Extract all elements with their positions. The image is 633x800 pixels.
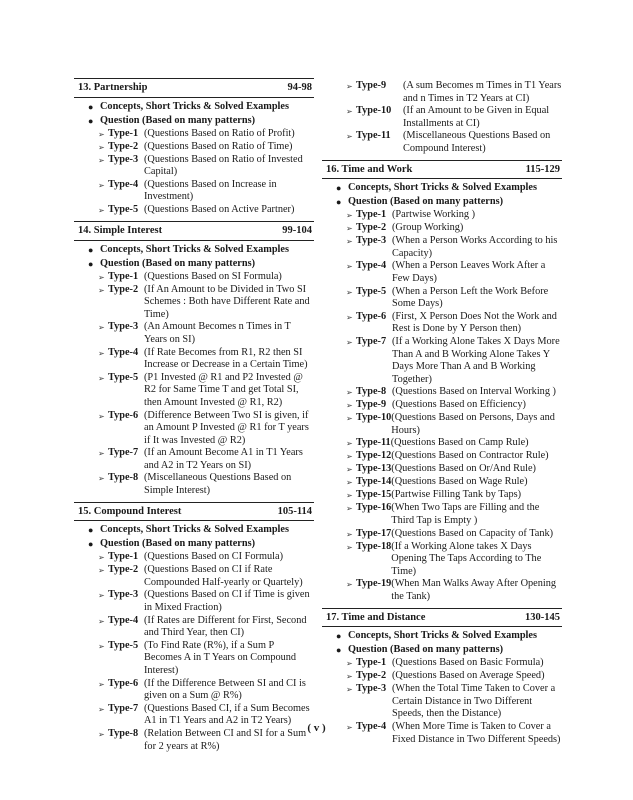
arrow-icon: ➢ xyxy=(98,411,105,421)
arrow-icon: ➢ xyxy=(346,287,353,297)
type-item: ➢ Type-18 (If a Working Alone takes X Days Opening The Taps According to The Time) xyxy=(346,540,542,577)
type-item: ➢ Type-1 (Questions Based on SI Formula) xyxy=(98,270,282,282)
arrow-icon: ➢ xyxy=(346,312,353,322)
type-item: ➢ Type-11 (Questions Based on Camp Rule) xyxy=(346,437,529,449)
type-item: ➢ Type-14 (Questions Based on Wage Rule) xyxy=(346,476,528,488)
type-item: ➢ Type-19 (When Man Walks Away After Opening the Tank) xyxy=(346,578,557,603)
arrow-icon: ➢ xyxy=(346,504,353,514)
type-item: ➢ Type-3 (Questions Based on Ratio of Invested Capital) xyxy=(98,153,303,178)
arrow-icon: ➢ xyxy=(346,414,353,424)
type-item: ➢ Type-2 (Questions Based on Average Speed) xyxy=(346,670,545,682)
arrow-icon: ➢ xyxy=(346,491,353,501)
arrow-icon: ➢ xyxy=(98,641,105,651)
arrow-icon: ➢ xyxy=(98,704,105,714)
arrow-icon: ➢ xyxy=(98,616,105,626)
arrow-icon: ➢ xyxy=(346,672,353,682)
type-item: ➢ Type-1 (Questions Based on Basic Formula) xyxy=(346,657,544,669)
arrow-icon: ➢ xyxy=(346,337,353,347)
arrow-icon: ➢ xyxy=(346,224,353,234)
arrow-icon: ➢ xyxy=(98,566,105,576)
type-item: ➢ Type-10 (Questions Based on Persons, Days and Hours) xyxy=(346,412,555,436)
arrow-icon: ➢ xyxy=(98,348,105,358)
type-item: ➢ Type-4 (When More Time is Taken to Cover a Fixed Distance in Two Different Speeds) xyxy=(346,721,561,745)
bullet-item: ● Question (Based on many patterns) xyxy=(88,538,256,550)
type-item: ➢ Type-10 (If an Amount to be Given in Equal Installments at CI) xyxy=(346,105,550,129)
bullet-item: ● Question (Based on many patterns) xyxy=(336,196,504,208)
type-item: ➢ Type-4 (If Rate Becomes from R1, R2 then SI Increase or Decrease in a Certain Time) xyxy=(98,346,308,371)
arrow-icon: ➢ xyxy=(98,155,105,165)
bullet-icon: ● xyxy=(88,101,94,112)
type-item: ➢ Type-8 (Miscellaneous Questions Based on Simple Interest) xyxy=(98,472,292,497)
bullet-icon: ● xyxy=(88,525,94,536)
type-item: ➢ Type-8 (Relation Between CI and SI for a Sum for 2 years at R%) xyxy=(98,727,307,752)
type-item: ➢ Type-3 (Questions Based on CI if Time is given in Mixed Fraction) xyxy=(98,589,310,614)
arrow-icon: ➢ xyxy=(346,723,353,732)
type-item: ➢ Type-17 (Questions Based on Capacity of Tank) xyxy=(346,527,554,539)
arrow-icon: ➢ xyxy=(98,180,105,190)
type-item: ➢ Type-15 (Partwise Filling Tank by Taps) xyxy=(346,489,522,501)
arrow-icon: ➢ xyxy=(98,729,105,739)
arrow-icon: ➢ xyxy=(346,478,353,488)
arrow-icon: ➢ xyxy=(98,272,105,282)
section-compound-interest xyxy=(74,502,314,754)
bullet-icon: ● xyxy=(88,539,94,550)
arrow-icon: ➢ xyxy=(98,679,105,689)
bullet-item: ● Concepts, Short Tricks & Solved Examples xyxy=(336,182,537,194)
section-header xyxy=(74,78,314,98)
type-item: ➢ Type-2 (If An Amount to be Divided in Two SI Schemes : Both have Different Rate and Time) xyxy=(98,283,310,320)
type-item: ➢ Type-3 (When the Total Time Taken to Cover a Certain Distance in Two Different Speeds, then the Distance) xyxy=(346,683,556,720)
type-item: ➢ Type-16 (When Two Taps are Filling and the Third Tap is Empty ) xyxy=(346,502,540,527)
section-header xyxy=(74,221,314,241)
bullet-item: ● Concepts, Short Tricks & Solved Examples xyxy=(88,243,289,255)
arrow-icon: ➢ xyxy=(346,580,353,590)
type-item: ➢ Type-5 (To Find Rate (R%), if a Sum P Becomes A in T Years on Compound Interest) xyxy=(98,639,297,676)
page-number: ( v ) xyxy=(307,722,326,734)
section-compound-interest-continued xyxy=(322,80,562,156)
arrow-icon: ➢ xyxy=(346,82,353,91)
type-item: ➢ Type-5 (Questions Based on Active Partner) xyxy=(98,203,295,215)
arrow-icon: ➢ xyxy=(98,591,105,601)
arrow-icon: ➢ xyxy=(346,237,353,247)
arrow-icon: ➢ xyxy=(346,452,353,462)
type-item: ➢ Type-2 (Questions Based on CI if Rate Compounded Half-yearly or Quartely) xyxy=(98,564,303,588)
arrow-icon: ➢ xyxy=(346,659,353,669)
arrow-icon: ➢ xyxy=(346,401,353,411)
section-header xyxy=(74,502,314,522)
type-item: ➢ Type-13 (Questions Based on Or/And Rule) xyxy=(346,463,536,475)
type-item: ➢ Type-1 (Partwise Working ) xyxy=(346,209,476,221)
type-item: ➢ Type-8 (Questions Based on Interval Working ) xyxy=(346,386,556,398)
type-item: ➢ Type-12 (Questions Based on Contractor Rule) xyxy=(346,450,549,462)
bullet-item: ● Question (Based on many patterns) xyxy=(88,257,256,269)
type-item: ➢ Type-9 (A sum Becomes m Times in T1 Years and n Times in T2 Years at CI) xyxy=(346,80,562,104)
section-title: 13. Partnership xyxy=(78,82,148,93)
bullet-icon: ● xyxy=(88,115,94,126)
arrow-icon: ➢ xyxy=(98,373,105,383)
type-item: ➢ Type-3 (An Amount Becomes n Times in T Years on SI) xyxy=(98,321,291,345)
bullet-icon: ● xyxy=(336,197,342,208)
arrow-icon: ➢ xyxy=(98,323,105,333)
section-partnership xyxy=(74,78,314,217)
type-item: ➢ Type-4 (When a Person Leaves Work After a Few Days) xyxy=(346,260,546,284)
type-item: ➢ Type-7 (Questions Based CI, if a Sum Becomes A1 in T1 Years and A2 in T2 Years) xyxy=(98,702,310,727)
section-time-and-work xyxy=(322,160,562,604)
arrow-icon: ➢ xyxy=(98,474,105,484)
bullet-item: ● Question (Based on many patterns) xyxy=(336,644,504,656)
type-item: ➢ Type-1 (Questions Based on CI Formula) xyxy=(98,551,283,563)
bullet-item: ● Concepts, Short Tricks & Solved Examples xyxy=(336,630,537,642)
section-pages: 94-98 xyxy=(287,82,312,93)
section-pages: 99-104 xyxy=(282,224,312,236)
arrow-icon: ➢ xyxy=(98,449,105,459)
arrow-icon: ➢ xyxy=(346,107,353,117)
type-item: ➢ Type-5 (When a Person Left the Work Before Some Days) xyxy=(346,285,549,310)
section-pages: 105-114 xyxy=(277,505,312,517)
type-item: ➢ Type-1 (Questions Based on Ratio of Profit) xyxy=(98,127,295,139)
bullet-icon: ● xyxy=(88,244,94,255)
type-item: ➢ Type-2 (Questions Based on Ratio of Time) xyxy=(98,140,293,152)
section-pages: 115-129 xyxy=(525,163,560,175)
bullet-icon: ● xyxy=(336,645,342,656)
section-title: 14. Simple Interest xyxy=(78,224,163,236)
bullet-item: ● Question (Based on many patterns) xyxy=(88,114,256,126)
type-item: ➢ Type-2 (Group Working) xyxy=(346,222,464,234)
arrow-icon: ➢ xyxy=(98,205,105,215)
type-item: ➢ Type-9 (Questions Based on Efficiency) xyxy=(346,399,526,411)
arrow-icon: ➢ xyxy=(346,388,353,398)
section-simple-interest xyxy=(74,221,314,498)
type-item: ➢ Type-5 (P1 Invested @ R1 and P2 Invested @ R2 for Same Time T and get Total SI, then Amount Invested @ R1, R2) xyxy=(98,371,303,408)
type-item: ➢ Type-11 (Miscellaneous Questions Based on Compound Interest) xyxy=(346,130,551,154)
section-pages: 130-145 xyxy=(525,611,560,623)
section-title: 15. Compound Interest xyxy=(78,505,182,517)
bullet-icon: ● xyxy=(336,631,342,642)
arrow-icon: ➢ xyxy=(346,465,353,475)
arrow-icon: ➢ xyxy=(346,211,353,221)
type-item: ➢ Type-4 (Questions Based on Increase in Investment) xyxy=(98,178,277,203)
type-item: ➢ Type-7 (If a Working Alone Takes X Days More Than A and B Working Alone Takes Y Days More Than A and B Working Together) xyxy=(346,335,560,385)
bullet-icon: ● xyxy=(88,258,94,269)
bullet-item: ● Concepts, Short Tricks & Solved Examples xyxy=(88,524,289,536)
arrow-icon: ➢ xyxy=(346,529,353,539)
arrow-icon: ➢ xyxy=(346,132,353,142)
arrow-icon: ➢ xyxy=(98,553,105,563)
arrow-icon: ➢ xyxy=(346,542,353,552)
type-item: ➢ Type-6 (If the Difference Between SI and CI is given on a Sum @ R%) xyxy=(98,677,306,702)
arrow-icon: ➢ xyxy=(346,262,353,272)
type-item: ➢ Type-6 (First, X Person Does Not the Work and Rest is Done by Y Person then) xyxy=(346,310,557,335)
section-title: 16. Time and Work xyxy=(326,163,413,175)
bullet-item: ● Concepts, Short Tricks & Solved Examples xyxy=(88,100,289,112)
right-column xyxy=(322,80,562,750)
type-item: ➢ Type-6 (Difference Between Two SI is given, if an Amount P Invested @ R1 for T years if It was Invested @ R2) xyxy=(98,409,309,446)
arrow-icon: ➢ xyxy=(346,685,353,695)
type-item: ➢ Type-3 (When a Person Works According to his Capacity) xyxy=(346,235,558,259)
section-header xyxy=(322,160,562,180)
type-item: ➢ Type-7 (If an Amount Become A1 in T1 Years and A2 in T2 Years on SI) xyxy=(98,447,303,471)
arrow-icon: ➢ xyxy=(346,439,353,449)
left-column xyxy=(74,78,314,757)
type-item: ➢ Type-4 (If Rates are Different for First, Second and Third Year, then CI) xyxy=(98,614,307,639)
arrow-icon: ➢ xyxy=(98,129,105,139)
section-title: 17. Time and Distance xyxy=(326,611,426,623)
bullet-icon: ● xyxy=(336,183,342,194)
arrow-icon: ➢ xyxy=(98,285,105,295)
arrow-icon: ➢ xyxy=(98,142,105,152)
section-header xyxy=(322,608,562,628)
